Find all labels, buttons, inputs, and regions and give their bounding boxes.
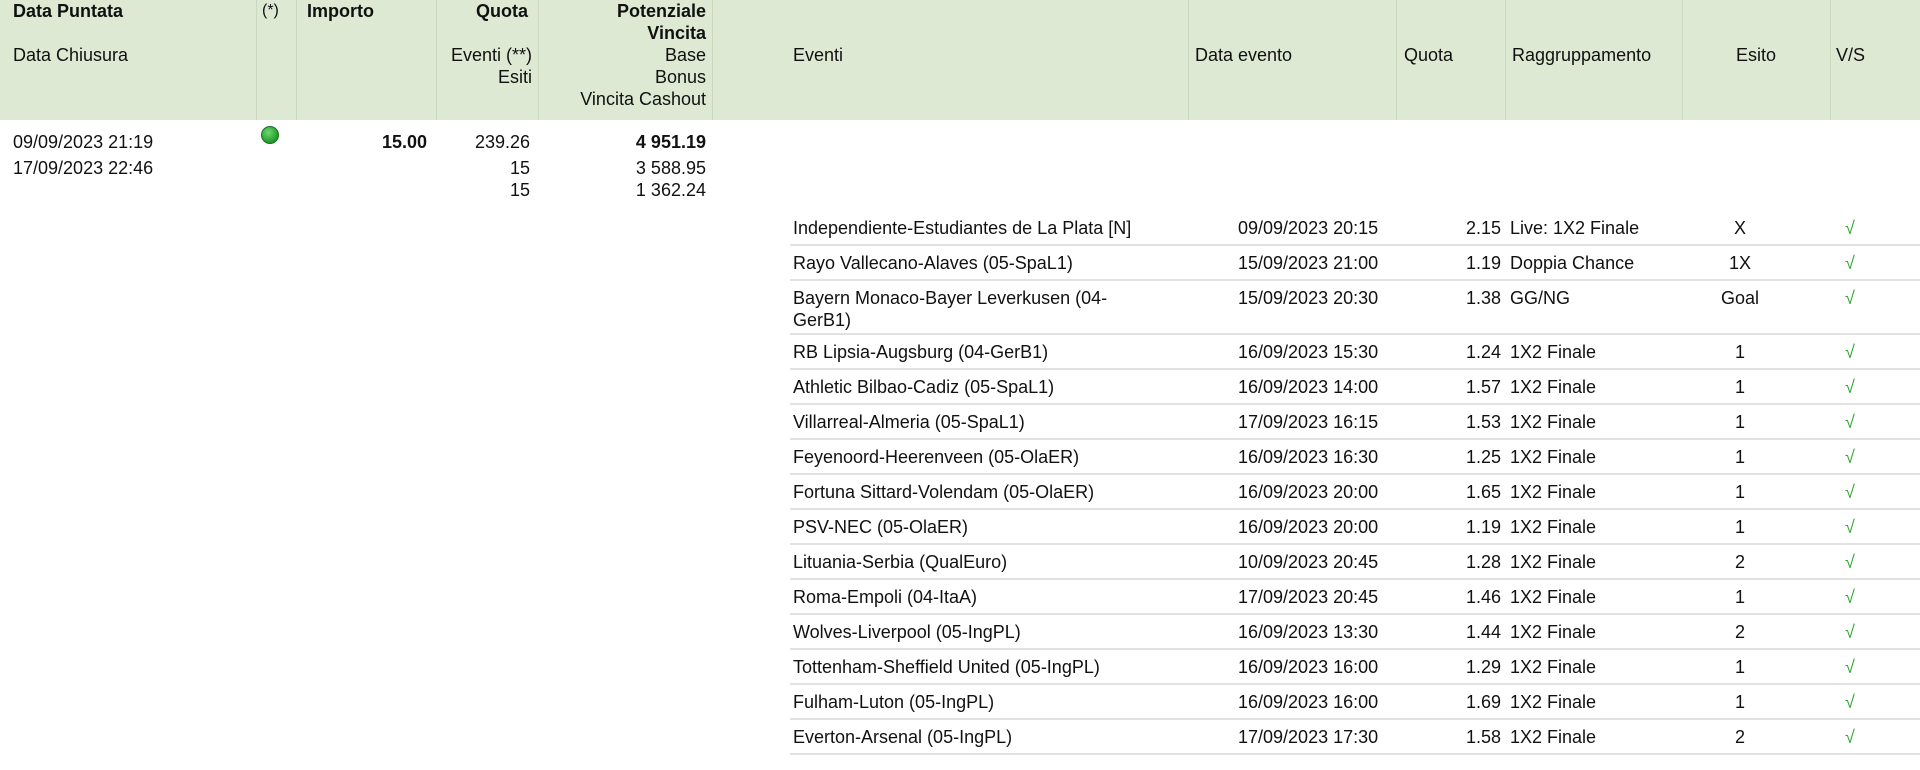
check-icon: √	[1845, 342, 1855, 362]
table-row	[790, 687, 1920, 720]
header-importo: Importo	[307, 1, 374, 21]
header-quota-evento: Quota	[1404, 45, 1454, 65]
header-esito: Esito	[1736, 45, 1777, 65]
check-icon: √	[1845, 218, 1855, 238]
header-quota: Quota	[476, 1, 528, 21]
event-quota: 1.19	[1465, 253, 1501, 273]
event-date: 16/09/2023 20:00	[1238, 482, 1379, 502]
event-name: Independiente-Estudiantes de La Plata [N]	[793, 218, 1132, 238]
event-date: 16/09/2023 16:00	[1238, 657, 1379, 677]
event-date: 15/09/2023 21:00	[1238, 253, 1379, 273]
event-group: 1X2 Finale	[1510, 517, 1597, 537]
event-esito: Goal	[1720, 288, 1760, 308]
event-quota: 1.29	[1465, 657, 1501, 677]
event-esito: 2	[1734, 622, 1745, 642]
header-vs: V/S	[1836, 45, 1866, 65]
bet-bonus: 1 362.24	[635, 180, 706, 200]
check-icon: √	[1845, 253, 1855, 273]
column-divider	[1188, 0, 1189, 120]
check-icon: √	[1845, 552, 1855, 572]
event-date: 16/09/2023 20:00	[1238, 517, 1379, 537]
check-icon: √	[1845, 622, 1855, 642]
event-date: 16/09/2023 13:30	[1238, 622, 1379, 642]
event-esito: 1	[1734, 377, 1745, 397]
event-name: Athletic Bilbao-Cadiz (05-SpaL1)	[793, 377, 1055, 397]
header-vincita-cashout: Vincita Cashout	[580, 89, 706, 109]
event-esito: X	[1733, 218, 1746, 238]
check-icon: √	[1845, 587, 1855, 607]
event-name: PSV-NEC (05-OlaER)	[793, 517, 969, 537]
table-row	[790, 722, 1920, 755]
table-row	[790, 477, 1920, 510]
bet-esiti: 15	[509, 180, 530, 200]
table-row	[790, 582, 1920, 615]
event-group: 1X2 Finale	[1510, 342, 1597, 362]
table-row	[790, 652, 1920, 685]
column-divider	[256, 0, 257, 120]
event-quota: 1.19	[1465, 517, 1501, 537]
column-divider	[1505, 0, 1506, 120]
event-group: 1X2 Finale	[1510, 412, 1597, 432]
table-row	[790, 442, 1920, 475]
event-esito: 1	[1734, 657, 1745, 677]
header-eventi: Eventi	[793, 45, 844, 65]
table-row	[790, 213, 1920, 246]
bet-importo: 15.00	[381, 132, 427, 152]
header-raggruppamento: Raggruppamento	[1512, 45, 1652, 65]
event-date: 17/09/2023 20:45	[1238, 587, 1379, 607]
table-row	[790, 547, 1920, 580]
event-name: Lituania-Serbia (QualEuro)	[793, 552, 1008, 572]
event-group: GG/NG	[1510, 288, 1571, 308]
event-name: Bayern Monaco-Bayer Leverkusen (04-GerB1)	[793, 288, 1108, 330]
event-date: 17/09/2023 16:15	[1238, 412, 1379, 432]
bet-base: 3 588.95	[635, 158, 706, 178]
table-row	[790, 372, 1920, 405]
event-esito: 1	[1734, 412, 1745, 432]
table-row	[790, 283, 1920, 335]
event-name: Wolves-Liverpool (05-IngPL)	[793, 622, 1021, 642]
event-quota: 1.25	[1465, 447, 1501, 467]
header-bonus: Bonus	[654, 67, 706, 87]
header-esiti: Esiti	[497, 67, 532, 87]
table-row	[790, 617, 1920, 650]
event-name: Everton-Arsenal (05-IngPL)	[793, 727, 1013, 747]
event-quota: 1.69	[1465, 692, 1501, 712]
event-group: 1X2 Finale	[1510, 657, 1597, 677]
event-esito: 1	[1734, 692, 1745, 712]
header-data-chiusura: Data Chiusura	[13, 45, 129, 65]
bet-data-puntata: 09/09/2023 21:19	[13, 132, 154, 152]
event-name: Villarreal-Almeria (05-SpaL1)	[793, 412, 1025, 432]
event-group: 1X2 Finale	[1510, 587, 1597, 607]
event-date: 10/09/2023 20:45	[1238, 552, 1379, 572]
event-name: Fortuna Sittard-Volendam (05-OlaER)	[793, 482, 1095, 502]
bet-potenziale-vincita: 4 951.19	[635, 132, 706, 152]
column-divider	[1682, 0, 1683, 120]
header-base: Base	[664, 45, 706, 65]
event-group: Doppia Chance	[1510, 253, 1635, 273]
check-icon: √	[1845, 482, 1855, 502]
bet-eventi-count: 15	[509, 158, 530, 178]
event-quota: 1.28	[1465, 552, 1501, 572]
event-name: Tottenham-Sheffield United (05-IngPL)	[793, 657, 1100, 677]
event-name: Rayo Vallecano-Alaves (05-SpaL1)	[793, 253, 1073, 273]
event-quota: 2.15	[1465, 218, 1501, 238]
header-potenziale: Potenziale	[616, 1, 706, 21]
event-group: Live: 1X2 Finale	[1510, 218, 1640, 238]
event-date: 09/09/2023 20:15	[1238, 218, 1379, 238]
check-icon: √	[1845, 288, 1855, 308]
table-row	[790, 512, 1920, 545]
event-group: 1X2 Finale	[1510, 377, 1597, 397]
event-quota: 1.46	[1465, 587, 1501, 607]
header-status-marker: (*)	[262, 2, 279, 19]
event-quota: 1.65	[1465, 482, 1501, 502]
column-divider	[1396, 0, 1397, 120]
event-date: 16/09/2023 16:30	[1238, 447, 1379, 467]
check-icon: √	[1845, 657, 1855, 677]
event-group: 1X2 Finale	[1510, 447, 1597, 467]
event-esito: 1	[1734, 587, 1745, 607]
event-name: Feyenoord-Heerenveen (05-OlaER)	[793, 447, 1080, 467]
table-row	[790, 407, 1920, 440]
event-date: 15/09/2023 20:30	[1238, 288, 1379, 308]
check-icon: √	[1845, 412, 1855, 432]
header-vincita: Vincita	[647, 23, 706, 43]
event-group: 1X2 Finale	[1510, 692, 1597, 712]
event-esito: 2	[1734, 552, 1745, 572]
column-divider	[712, 0, 713, 120]
event-quota: 1.58	[1465, 727, 1501, 747]
event-date: 16/09/2023 14:00	[1238, 377, 1379, 397]
header-eventi-count: Eventi (**)	[450, 45, 532, 65]
event-esito: 2	[1734, 727, 1745, 747]
event-quota: 1.53	[1465, 412, 1501, 432]
table-row	[790, 248, 1920, 281]
event-name: Roma-Empoli (04-ItaA)	[793, 587, 978, 607]
event-esito: 1	[1734, 517, 1745, 537]
check-icon: √	[1845, 377, 1855, 397]
event-group: 1X2 Finale	[1510, 622, 1597, 642]
event-esito: 1	[1734, 482, 1745, 502]
header-data-puntata: Data Puntata	[13, 1, 124, 21]
check-icon: √	[1845, 447, 1855, 467]
event-date: 16/09/2023 15:30	[1238, 342, 1379, 362]
event-quota: 1.57	[1465, 377, 1501, 397]
event-quota: 1.24	[1465, 342, 1501, 362]
check-icon: √	[1845, 517, 1855, 537]
header-data-evento: Data evento	[1195, 45, 1293, 65]
event-group: 1X2 Finale	[1510, 482, 1597, 502]
event-name: RB Lipsia-Augsburg (04-GerB1)	[793, 342, 1049, 362]
column-divider	[296, 0, 297, 120]
table-header	[0, 0, 1920, 120]
event-date: 17/09/2023 17:30	[1238, 727, 1379, 747]
event-quota: 1.38	[1465, 288, 1501, 308]
event-quota: 1.44	[1465, 622, 1501, 642]
event-group: 1X2 Finale	[1510, 552, 1597, 572]
table-row	[790, 337, 1920, 370]
event-date: 16/09/2023 16:00	[1238, 692, 1379, 712]
check-icon: √	[1845, 692, 1855, 712]
event-esito: 1	[1734, 342, 1745, 362]
event-esito: 1X	[1728, 253, 1752, 273]
event-esito: 1	[1734, 447, 1745, 467]
event-name: Fulham-Luton (05-IngPL)	[793, 692, 995, 712]
status-indicator-icon	[261, 126, 279, 144]
bet-quota: 239.26	[474, 132, 530, 152]
event-group: 1X2 Finale	[1510, 727, 1597, 747]
bet-data-chiusura: 17/09/2023 22:46	[13, 158, 154, 178]
column-divider	[1830, 0, 1831, 120]
check-icon: √	[1845, 727, 1855, 747]
